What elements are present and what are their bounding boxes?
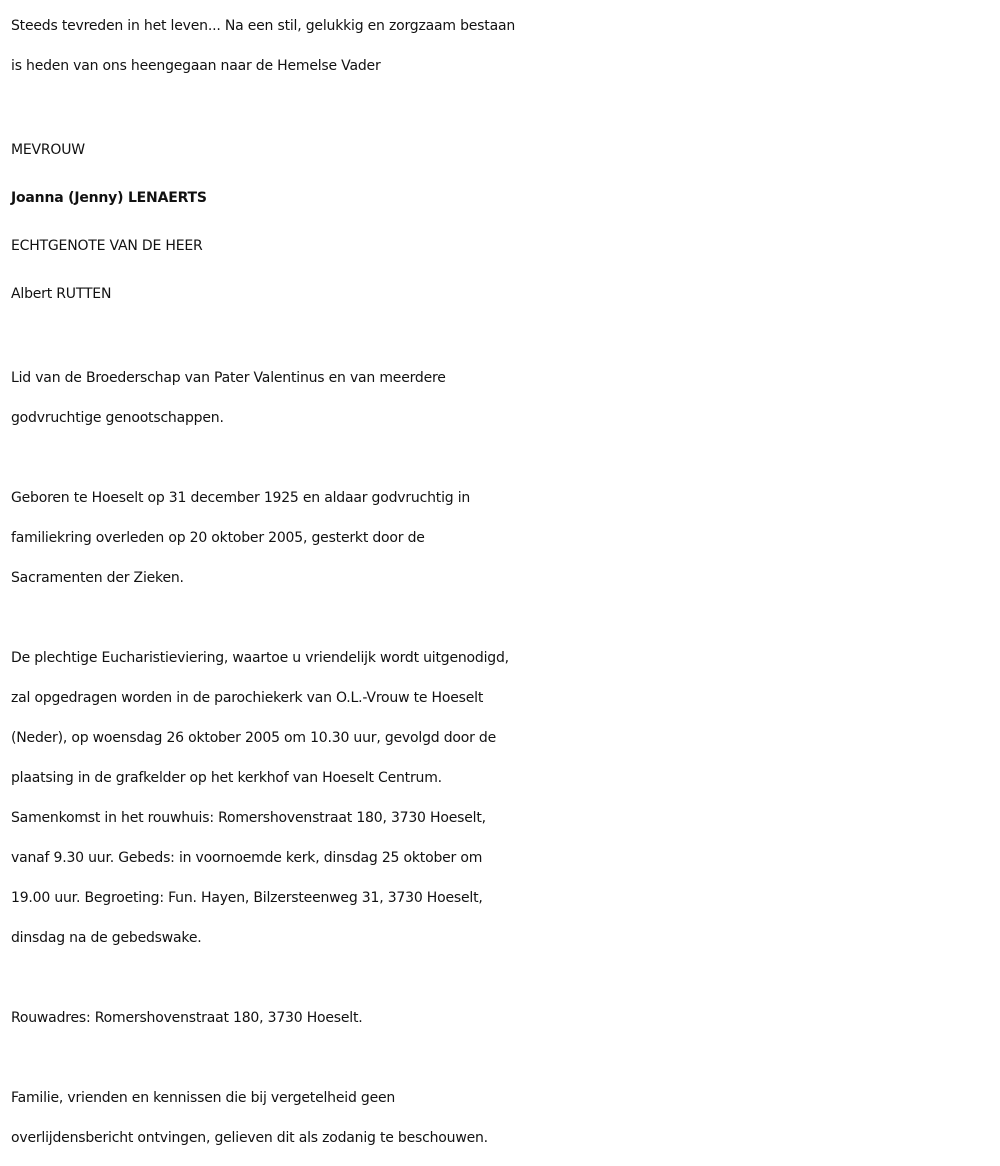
- ceremony-line-2: zal opgedragen worden in de parochiekerk van O.L.-Vrouw te Hoeselt: [11, 690, 484, 706]
- spacer: [11, 438, 995, 478]
- person-title: MEVROUW: [11, 142, 85, 158]
- obituary-document: [11, 6, 995, 1158]
- person-relation: ECHTGENOTE VAN DE HEER: [11, 238, 203, 254]
- intro-line-2: is heden van ons heengegaan naar de Hemelse Vader: [11, 58, 381, 74]
- spouse-name: Albert RUTTEN: [11, 286, 112, 302]
- intro-line-1: Steeds tevreden in het leven... Na een stil, gelukkig en zorgzaam bestaan: [11, 18, 515, 34]
- address-paragraph: [11, 998, 995, 1038]
- spacer: [11, 318, 995, 358]
- spacer: [11, 958, 995, 998]
- ceremony-line-5: Samenkomst in het rouwhuis: Romershovenstraat 180, 3730 Hoeselt,: [11, 810, 486, 826]
- address-line: Rouwadres: Romershovenstraat 180, 3730 Hoeselt.: [11, 1010, 363, 1026]
- person-block: [11, 126, 995, 318]
- birth-death-line-3: Sacramenten der Zieken.: [11, 570, 184, 586]
- spacer: [11, 86, 995, 126]
- ceremony-line-8: dinsdag na de gebedswake.: [11, 930, 202, 946]
- ceremony-line-1: De plechtige Eucharistieviering, waartoe u vriendelijk wordt uitgenodigd,: [11, 650, 509, 666]
- spacer: [11, 1038, 995, 1078]
- birth-death-line-1: Geboren te Hoeselt op 31 december 1925 en aldaar godvruchtig in: [11, 490, 471, 506]
- intro-paragraph: [11, 6, 995, 86]
- birth-death-paragraph: [11, 478, 995, 598]
- ceremony-line-6: vanaf 9.30 uur. Gebeds: in voornoemde kerk, dinsdag 25 oktober om: [11, 850, 483, 866]
- birth-death-line-2: familiekring overleden op 20 oktober 2005, gesterkt door de: [11, 530, 425, 546]
- closing-paragraph: [11, 1078, 995, 1158]
- closing-line-2: overlijdensbericht ontvingen, gelieven dit als zodanig te beschouwen.: [11, 1130, 488, 1146]
- membership-paragraph: [11, 358, 995, 438]
- ceremony-line-7: 19.00 uur. Begroeting: Fun. Hayen, Bilzersteenweg 31, 3730 Hoeselt,: [11, 890, 483, 906]
- ceremony-paragraph: [11, 638, 995, 958]
- person-name: Joanna (Jenny) LENAERTS: [11, 190, 207, 206]
- ceremony-line-4: plaatsing in de grafkelder op het kerkhof van Hoeselt Centrum.: [11, 770, 442, 786]
- spacer: [11, 598, 995, 638]
- ceremony-line-3: (Neder), op woensdag 26 oktober 2005 om 10.30 uur, gevolgd door de: [11, 730, 497, 746]
- membership-line-2: godvruchtige genootschappen.: [11, 410, 224, 426]
- closing-line-1: Familie, vrienden en kennissen die bij vergetelheid geen: [11, 1090, 396, 1106]
- membership-line-1: Lid van de Broederschap van Pater Valentinus en van meerdere: [11, 370, 446, 386]
